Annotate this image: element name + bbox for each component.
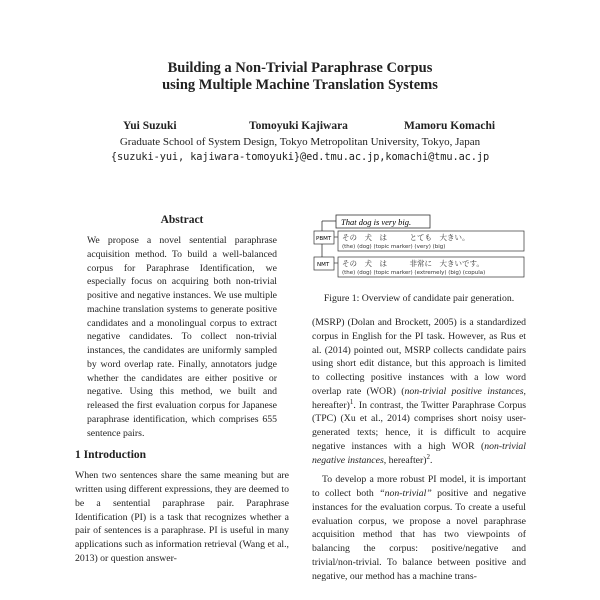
right-p1-text-d: , hereafter) [383,454,427,466]
right-p2-text-b: positive and negative instances for the evaluation corpus. To create a useful evaluation corpus, we propose a novel paraphrase acquisition method that has two viewpoints of balancing the corpus: positive/negative and trivial/non-trivial. To balance between positive and negative, our method has a machine trans- [312,488,526,582]
figure-1 [312,214,526,284]
abstract-text: We propose a novel sentential paraphrase acquisition method. To build a well-balanced corpus for Paraphrase Identification, we especially focus on acquiring both non-trivial positive and negative instances. We use multiple machine translation systems to generate positive candidates and a monolingual corpus to extract negative candidates. To collect non-trivial instances, the candidates are uniformly sampled by word overlap rate. Finally, annotators judge whether the candidates are either positive or negative. Using this method, we built and released the first evaluation corpus for Japanese paraphrase identification, which comprises 655 sentence pairs. [87,235,277,439]
nmt-label: NMT [317,262,330,268]
right-p1-text-b: , hereafter) [312,385,526,411]
footnote-marker-1: 1 [349,397,354,406]
paper-title [0,60,600,94]
author-2: Tomoyuki Kajiwara [249,120,348,132]
author-emails: {suzuki-yui, kajiwara-tomoyuki}@ed.tmu.ac.jp,komachi@tmu.ac.jp [110,151,490,163]
pbmt-gloss: (the) (dog) (topic marker) (very) (big) [342,244,446,250]
right-p1-text-a: (MSRP) (Dolan and Brockett, 2005) is a standardized corpus in English for the PI task. However, as Rus et al. (2014) pointed out, MSRP collects candidate pairs using short edit distance, but this approach is limited to collecting positive instances with a low word overlap rate (WOR) ( [312,317,526,397]
right-p1-text-c: . In contrast, the Twitter Paraphrase Corpus (TPC) (Xu et al., 2014) comprises short noisy user-generated texts; hence, it is difficult to acquire negative instances with a high WOR ( [312,399,526,452]
nmt-gloss: (the) (dog) (topic marker) (extremely) (big) (copula) [342,270,486,276]
pbmt-japanese: その 犬 は とても 大きい。 [342,233,470,242]
abstract-heading: Abstract [160,214,204,226]
source-sentence: That dog is very big. [341,217,412,227]
footnote-marker-2: 2 [426,452,431,461]
right-paragraph-1 [312,316,526,467]
right-column [312,214,526,583]
affiliation: Graduate School of System Design, Tokyo Metropolitan University, Tokyo, Japan [119,136,481,148]
right-p2-text-a: To develop a more robust PI model, it is important to collect both [312,474,526,499]
title-line-1: Building a Non-Trivial Paraphrase Corpus [167,60,433,76]
pbmt-label: PBMT [316,236,332,242]
right-paragraph-2 [312,473,526,583]
intro-text: When two sentences share the same meaning but are written using different expressions, they are deemed to be a sentential paraphrase pair. Paraphrase Identification (PI) is a task that recognizes whether a pair of sentences is a paraphrase. PI is useful in many applications such as information retrieval (Wang et al., 2013) or question answer- [75,470,289,564]
left-column [75,214,289,566]
figure-caption: Figure 1: Overview of candidate pair generation. [323,293,515,304]
nmt-japanese: その 犬 は 非常に 大きいです。 [342,259,484,268]
right-p1-text-e: . [430,454,433,466]
right-p1-italic-1: non-trivial positive instances [404,385,524,397]
intro-heading: 1 Introduction [75,449,147,462]
author-3: Mamoru Komachi [404,120,496,132]
right-p2-italic: “non-trivial” [379,488,432,499]
figure-diagram [312,214,526,284]
author-1: Yui Suzuki [123,120,177,132]
right-p1-italic-2: non-trivial negative instances [312,440,526,466]
title-line-2: using Multiple Machine Translation Systems [162,77,438,93]
